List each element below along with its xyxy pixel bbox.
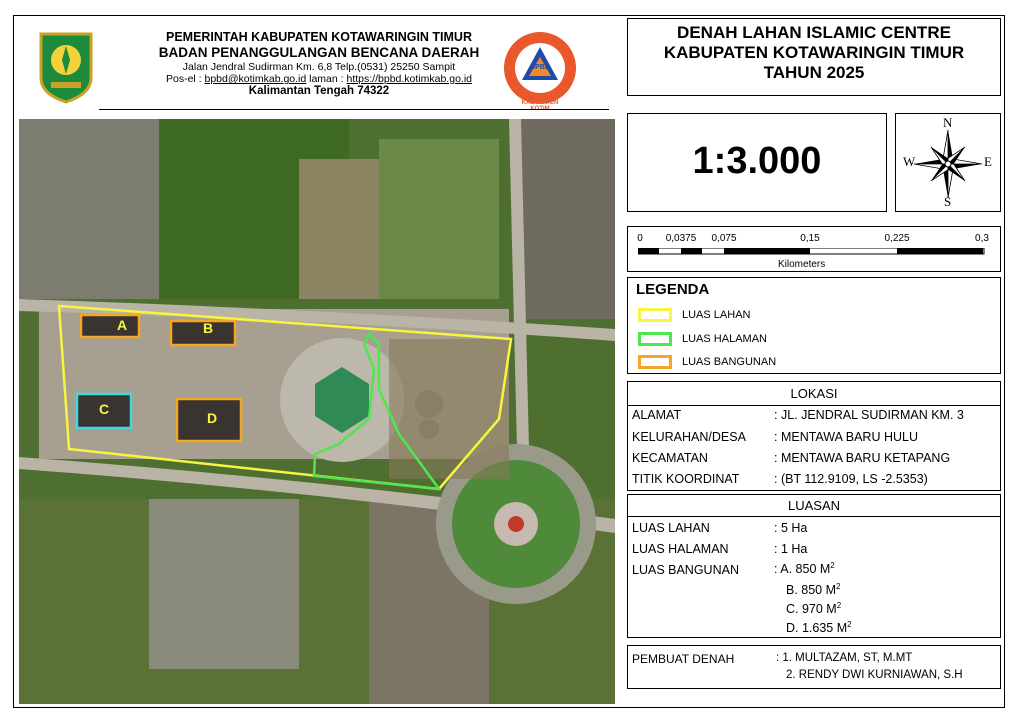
bangunan-c-value: C. 970 $M^2$ (786, 601, 842, 617)
compass-north: N (943, 115, 953, 130)
building-b-label: B (203, 320, 214, 336)
legend-box (627, 277, 1001, 374)
luas-lahan-label: LUAS LAHAN (632, 521, 710, 535)
header-address: Jalan Jendral Sudirman Km. 6,8 Telp.(0531) 25250 Sampit (182, 60, 456, 73)
scalebar-graphic (638, 248, 986, 256)
compass-west: W (903, 154, 916, 169)
kecamatan-label: KECAMATAN (632, 451, 708, 465)
compass-south: S (944, 194, 952, 209)
email-link[interactable]: bpbd@kotimkab.go.id (204, 73, 307, 86)
lokasi-title: LOKASI (790, 386, 838, 401)
luas-lahan-value: : 5 Ha (774, 521, 808, 535)
legend-label-bangunan: LUAS BANGUNAN (682, 356, 777, 368)
kelurahan-label: KELURAHAN/DESA (632, 430, 746, 444)
pembuat-name-2: 2. RENDY DWI KURNIAWAN, S.H (786, 669, 963, 681)
legend-label-lahan: LUAS LAHAN (682, 309, 751, 321)
scalebar-tick-1: 0,0375 (665, 233, 697, 244)
bangunan-d-value: D. 1.635 $M^2$ (786, 620, 852, 636)
header-government: PEMERINTAH KABUPATEN KOTAWARINGIN TIMUR (165, 30, 472, 44)
legend-label-halaman: LUAS HALAMAN (682, 333, 767, 345)
scalebar-unit: Kilometers (778, 259, 826, 270)
header-contact: Pos-el : bpbd@kotimkab.go.id laman : https://bpbd.kotimkab.go.id (165, 73, 472, 86)
luasan-divider (628, 516, 1000, 517)
pembuat-name-1: : 1. MULTAZAM, ST, M.MT (776, 652, 913, 664)
luas-bangunan-label: LUAS BANGUNAN (632, 563, 739, 577)
title-line2: KABUPATEN KOTAWARINGIN TIMUR (663, 43, 965, 63)
scalebar-tick-5: 0,3 (975, 233, 989, 244)
regency-emblem-icon (37, 30, 95, 104)
aerial-map[interactable] (19, 119, 615, 704)
luas-halaman-label: LUAS HALAMAN (632, 542, 729, 556)
legend-swatch-lahan (638, 308, 672, 322)
scalebar-tick-2: 0,075 (711, 233, 737, 244)
scale-box (627, 113, 887, 212)
legend-swatch-halaman (638, 332, 672, 346)
building-c-label: C (99, 401, 110, 417)
lokasi-divider (628, 405, 1000, 406)
compass-box (895, 113, 1001, 212)
scalebar-tick-0: 0 (637, 233, 643, 244)
compass-east: E (984, 154, 992, 169)
alamat-value: : JL. JENDRAL SUDIRMAN KM. 3 (774, 408, 964, 422)
header-province: Kalimantan Tengah 74322 (248, 85, 390, 98)
luas-halaman-value: : 1 Ha (774, 542, 808, 556)
scale-ratio: 1:3.000 (692, 140, 822, 182)
building-d-label: D (207, 410, 218, 426)
kelurahan-value: : MENTAWA BARU HULU (774, 430, 918, 444)
website-link[interactable]: https://bpbd.kotimkab.go.id (346, 73, 472, 86)
legend-swatch-bangunan (638, 355, 672, 369)
building-a-label: A (117, 317, 128, 333)
title-line1: DENAH LAHAN ISLAMIC CENTRE (677, 23, 951, 42)
bpbd-logo-center: BPBD (530, 64, 550, 71)
alamat-label: ALAMAT (632, 408, 682, 422)
bpbd-logo-caption: KABUPATEN (521, 100, 559, 106)
header-agency: BADAN PENANGGULANGAN BENCANA DAERAH (158, 44, 480, 60)
building-a-outline (81, 315, 139, 337)
map-canvas (19, 119, 615, 704)
kecamatan-value: : MENTAWA BARU KETAPANG (774, 451, 951, 465)
koordinat-label: TITIK KOORDINAT (632, 472, 740, 486)
bangunan-b-value: B. 850 $M^2$ (786, 582, 841, 598)
luasan-title: LUASAN (787, 498, 841, 513)
bangunan-a-value: : A. 850 $M^2$ (774, 561, 835, 577)
legend-title: LEGENDA (636, 281, 710, 298)
header-divider (99, 109, 609, 110)
title-line3: TAHUN 2025 (763, 63, 865, 83)
scalebar-tick-4: 0,225 (884, 233, 910, 244)
scalebar-tick-3: 0,15 (800, 233, 820, 244)
pembuat-label: PEMBUAT DENAH (632, 652, 735, 666)
koordinat-value: : (BT 112.9109, LS -2.5353) (774, 472, 928, 486)
title-box (627, 18, 1001, 96)
agency-header (19, 18, 615, 118)
